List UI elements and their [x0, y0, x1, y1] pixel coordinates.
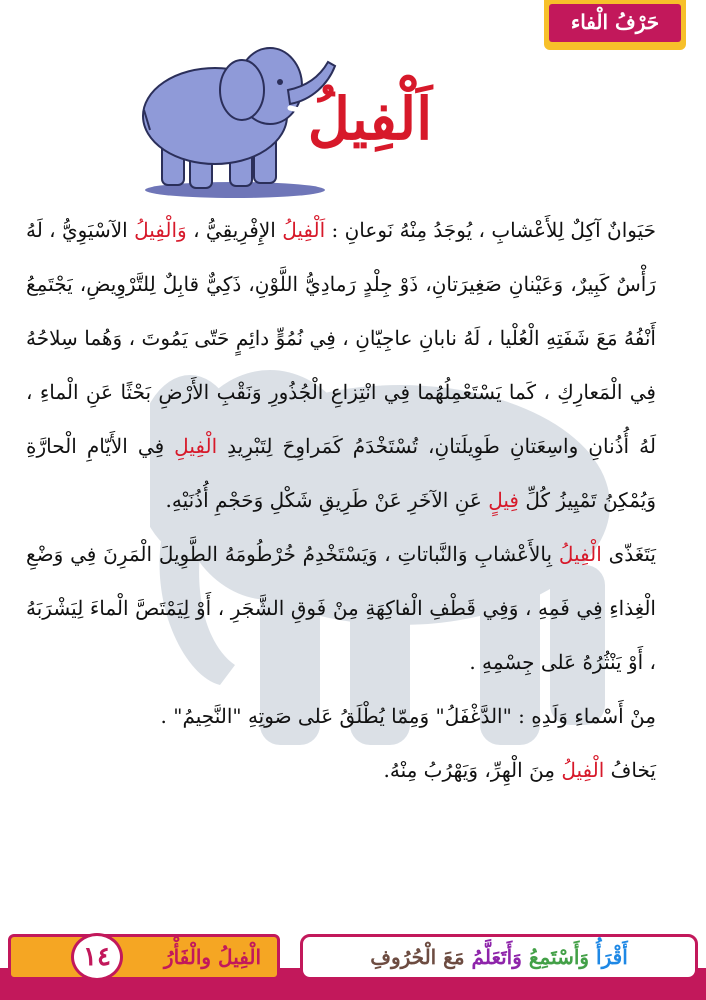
letter-tab-label: حَرْفُ الْفاء	[549, 4, 681, 42]
book-title-box	[8, 934, 280, 980]
paragraph-3: مِنْ أَسْماءِ وَلَدِهِ : "الدَّغْفَلُ" وَمِمّا يُطْلَقُ عَلى صَوتِهِ "النَّحِيمُ" .	[160, 704, 656, 728]
highlight-word: الْفِيلِ	[174, 434, 218, 458]
page-title: اَلْفِيلُ	[307, 85, 433, 153]
text-run: الإِفْرِيقِيُّ ،	[193, 218, 283, 242]
letter-tab	[544, 0, 686, 50]
highlight-word: الْفِيلُ	[558, 542, 602, 566]
text-run: يَتَغَذّى	[601, 542, 656, 566]
page-number: ١٤	[71, 933, 123, 981]
series-title	[300, 934, 698, 980]
text-run: الآسْيَوِيُّ ، لَهُ رَأْسٌ كَبِيرٌ، وَعَيْنانِ صَغِيرَتانِ، ذَوْ جِلْدٍ رَمادِيُّ اللَّوْنِ، ذَكِيٌّ قابِلٌ لِلتَّرْوِيضِ، يَجْتَمِعُ أَنْفُهُ مَعَ شَفَتِهِ الْعُلْيا ، لَهُ نابانِ عاجِيّانِ ، فِي نُمُوٍّ دائِمٍ حَتّى يَمُوتَ ، وَهُما سِلاحُهُ فِي الْمَعارِكِ ، كَما يَسْتَعْمِلُهُما فِي انْتِزاعِ الْجُذُورِ وَنَقْبِ الأَرْضِ بَحْثًا عَنِ الْماءِ ، لَهُ أُذُنانِ واسِعَتانِ طَوِيلَتانِ، تُسْتَخْدَمُ كَمَراوِحَ لِتَبْرِيدِ	[26, 218, 656, 458]
series-word: أَقْرَأُ	[596, 945, 628, 969]
paragraph-4	[26, 743, 678, 797]
series-word: مَعَ الْحُرُوفِ	[370, 945, 465, 969]
paragraph-2	[26, 527, 678, 689]
highlight-word: اَلْفِيلُ	[282, 218, 326, 242]
body-text	[26, 203, 678, 797]
series-word: وَأَسْتَمِعُ	[528, 945, 590, 969]
highlight-word: فِيلٍ	[488, 488, 519, 512]
page-footer	[0, 922, 706, 1000]
text-run: يَخافُ	[604, 758, 656, 782]
text-run: حَيَوانٌ آكِلٌ لِلأَعْشابِ ، يُوجَدُ مِنْهُ نَوعانِ :	[325, 218, 656, 242]
book-title: الْفِيلُ والْفَأْرُ	[163, 945, 261, 969]
text-run: عَنِ الآخَرِ عَنْ طَرِيقِ شَكْلِ وَحَجْمِ أُذُنَيْهِ.	[165, 488, 489, 512]
highlight-word: الْفِيلُ	[561, 758, 605, 782]
paragraph-1	[26, 203, 678, 527]
text-run: فِي الأَيّامِ الْحارَّةِ وَيُمْكِنُ تَمْيِيزُ كُلِّ	[26, 434, 656, 512]
highlight-word: وَالْفِيلُ	[134, 218, 187, 242]
text-run: مِنَ الْهِرِّ، وَيَهْرُبُ مِنْهُ.	[383, 758, 562, 782]
text-run: بِالأَعْشابِ وَالنَّباتاتِ ، وَيَسْتَخْدِمُ خُرْطُومَهُ الطَّوِيلَ الْمَرِنَ فِي وَضْعِ الْغِذاءِ فِي فَمِهِ ، وَفِي قَطْفِ الْفاكِهَةِ مِنْ فَوقِ الشَّجَرِ ، أَوْ لِيَمْتَصَّ الْماءَ لِيَشْرَبَهُ ، أَوْ يَنْثُرُهُ عَلى جِسْمِهِ .	[26, 542, 656, 674]
series-word: وَأَتَعَلَّمُ	[471, 945, 522, 969]
